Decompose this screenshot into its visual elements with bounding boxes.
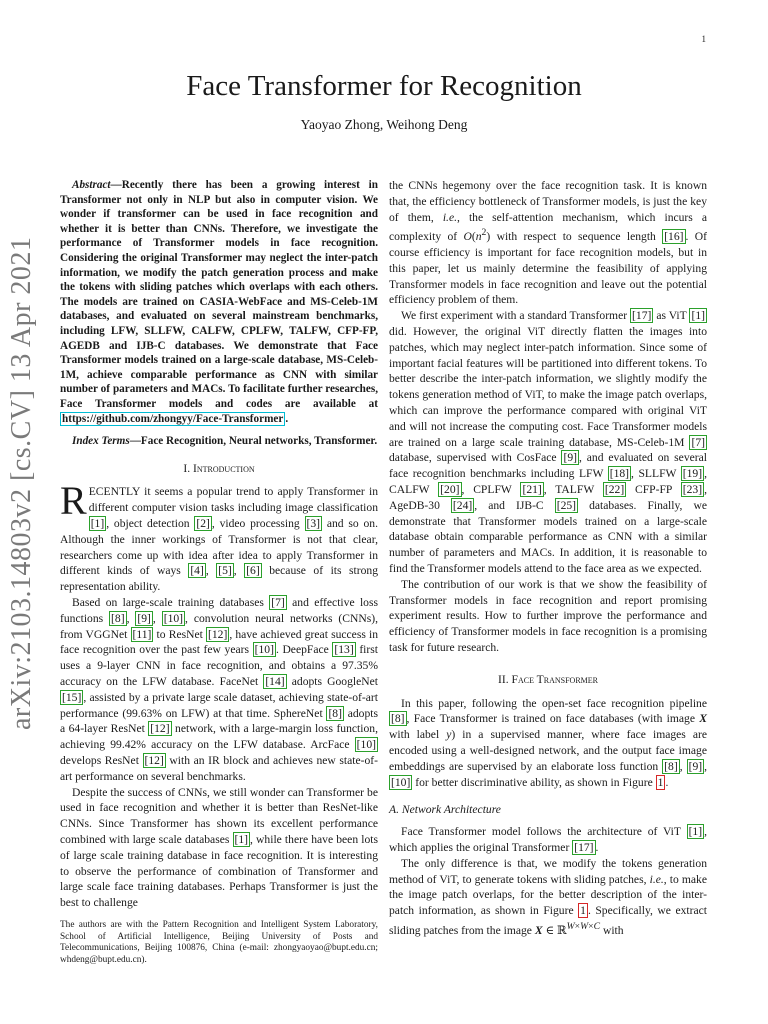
index-terms-label: Index Terms — [72, 435, 130, 448]
index-terms — [60, 434, 378, 449]
abstract — [60, 178, 378, 426]
index-terms-text: —Face Recognition, Neural networks, Transformer. — [129, 435, 378, 448]
section-title: Introduction — [193, 461, 255, 475]
section-number: I. — [183, 461, 194, 475]
abstract-label: Abstract — [72, 179, 111, 191]
section-heading-face-transformer — [389, 672, 707, 688]
right-column — [389, 178, 707, 939]
intro-paragraph-1: RECENTLY it seems a popular trend to apply Transformer in different computer vision tasks including image classification [1] , object detection [2] , video processing [3] and so on. Although the inner workings of Transformer is not that clear, researchers come up with idea after idea to apply Transformer in different kinds of ways [4] , [5] , [6] because of its strong representation ability. — [60, 478, 379, 594]
page-number: 1 — [701, 34, 706, 44]
subsection-heading-network-architecture: A. Network Architecture — [389, 803, 501, 817]
arxiv-stamp: arXiv:2103.14803v2 [cs.CV] 13 Apr 2021 — [6, 236, 37, 730]
left-column — [60, 178, 378, 911]
paper-title: Face Transformer for Recognition — [186, 70, 582, 102]
sec2-paragraph-2: Face Transformer model follows the architecture of ViT [1] , which applies the original Transformer [17] . — [389, 825, 707, 854]
section-title: Face Transformer — [511, 672, 598, 686]
intro-paragraph-5: We first experiment with a standard Transformer [17] as ViT [1] did. However, the original ViT directly flatten the images into patches, which may neglect inter-patch information. Since some of important facial features will be partitioned into different tokens. To better describe the inter-patch information, we slightly modify the tokens generation method of ViT, to make the image patch overlaps, which can improve the performance compared with original ViT and will not increase the computing cost. Face Transformer models are trained on a large scale training database, MS-Celeb-1M [7] database, supervised with CosFace [9] , and evaluated on several face recognition benchmarks including LFW [18] , SLLFW [19] , CALFW [20] , CPLFW [21] , TALFW [22] CFP-FP [23] , AgeDB-30 [24] , and IJB-C [25] databases. Finally, we demonstrate that Transformer models trained on a large-scale database obtain comparable performance as CNN with a similar number of parameters and MACs. In addition, it is reasonable to find the Transformer models attend to the face area as we expected. — [389, 309, 707, 575]
intro-paragraph-3: Despite the success of CNNs, we still wonder can Transformer be used in face recognition and whether it is better than ResNet-like CNNs. Since Transformer has shown its excellent performance combined with large scale databases [1] , while there have been lots of large scale training database in face recognition. It is interesting to observe the performance of combination of Transformer and large scale face training databases. Perhaps Transformer is just the best to challenge — [60, 785, 378, 910]
abstract-text: —Recently there has been a growing interest in Transformer not only in NLP but also in computer vision. We wonder if transformer can be used in face recognition and whether it is better than CNNs. Therefore, we investigate the performance of Transformer models in face recognition. Considering the original Transformer may neglect the inter-patch information, we modify the patch generation process and make the tokens with sliding patches which overlaps with each others. The models are trained on CASIA-WebFace and MS-Celeb-1M databases, and evaluated on several mainstream benchmarks, including LFW, SLLFW, CALFW, CPLFW, TALFW, CFP-FP, AGEDB and IJB-C databases. We demonstrate that Face Transformer models trained on a large-scale database, MS-Celeb-1M, achieve comparable performance as CNN with similar number of parameters and MACs. To facilitate further researches, Face Transformer models and codes are available at — [60, 179, 378, 410]
section-number: II. — [498, 672, 512, 686]
intro-paragraph-4: the CNNs hegemony over the face recognition task. It is known that, the efficiency bottleneck of Transformer models, is just the key of them, i.e., the self-attention mechanism, which incurs a complexity of $O(n^2)$ with respect to sequence length [16] . Of course efficiency is important for face recognition models, but in this paper, let us mainly determine the feasibility of applying Transformer models in face recognition and leave out the potential efficiency problem of them. — [389, 179, 707, 307]
footnote: The authors are with the Pattern Recognition and Intelligent System Laboratory, School of Artificial Intelligence, Beijing University of Posts and Telecommunications, Beijing 100876, China (e-mail: zhongyaoyao@bupt.edu.cn; whdeng@bupt.edu.cn). — [60, 920, 378, 965]
section-heading-introduction — [60, 461, 378, 477]
sec2-paragraph-1: In this paper, following the open-set face recognition pipeline [8] , Face Transformer is trained on face databases (with image X with label y) in a supervised manner, where face images are encoded using a well-designed network, and the output face image embeddings are supervised by an elaborate loss function [8] , [9] , [10] for better discriminative ability, as shown in Figure 1 . — [389, 696, 708, 789]
paper-authors: Yaoyao Zhong, Weihong Deng — [300, 117, 468, 132]
intro-paragraph-6: The contribution of our work is that we show the feasibility of Transformer models in face recognition and report promising experiment results. How to further improve the performance and efficiency of Transformer models in face recognition is a promising task for future research. — [389, 577, 707, 654]
github-link[interactable]: https://github.com/zhongyy/Face-Transformer — [62, 412, 284, 425]
abstract-tail: . — [285, 412, 289, 425]
intro-paragraph-2: Based on large-scale training databases [7] and effective loss functions [8] , [9] , [10] , convolution neural networks (CNNs), from VGGNet [11] to ResNet [12] , have achieved great success in face recognition over the past few years [10] . DeepFace [13] first uses a 9-layer CNN in face recognition, and obtains a 97.35% accuracy on the LFW database. FaceNet [14] adopts GoogleNet [15] , assisted by a private large scale dataset, achieving state-of-art performance (99.63% on LFW) at that time. SphereNet [8] adopts a 64-layer ResNet [12] network, with a large-margin loss function, achieving 99.42% accuracy on the LFW database. ArcFace [10] develops ResNet [12] with an IR block and achieves new state-of-art performance on several benchmarks. — [60, 596, 379, 783]
sec2-paragraph-3: The only difference is that, we modify the tokens generation method of ViT, to generate tokens with sliding patches, i.e., to make the image patch overlaps, for the better description of the inter-patch information, as shown in Figure 1 . Specifically, we extract sliding patches from the image X ∈ ℝ$^{W\times W\times C}$ with — [389, 856, 708, 937]
